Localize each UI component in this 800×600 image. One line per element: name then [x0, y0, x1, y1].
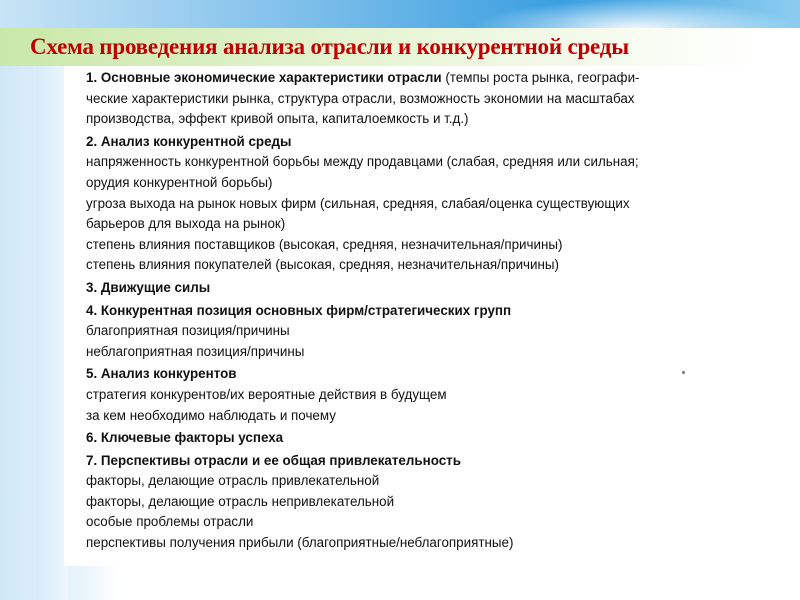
- section-heading: 3. Движущие силы: [86, 279, 211, 295]
- top-decor-glow: [470, 0, 800, 28]
- section-1: [86, 68, 766, 130]
- section-line: факторы, делающие отрасль непривлекательной: [86, 493, 395, 509]
- section-7: [86, 451, 766, 554]
- slide-title: Схема проведения анализа отрасли и конкурентной среды: [30, 34, 629, 59]
- section-line: барьеров для выхода на рынок): [86, 216, 286, 232]
- section-line: особые проблемы отрасли: [86, 514, 254, 530]
- section-heading: 4. Конкурентная позиция основных фирм/стратегических групп: [86, 302, 512, 318]
- section-line: стратегия конкурентов/их вероятные действия в будущем: [86, 386, 447, 402]
- section-heading-rest: (темпы роста рынка, географи-: [441, 70, 640, 85]
- section-3: [86, 278, 766, 299]
- section-6: [86, 428, 766, 449]
- analysis-items: [86, 68, 766, 554]
- section-5: [86, 364, 766, 426]
- section-4: [86, 301, 766, 363]
- section-line: неблагоприятная позиция/причины: [86, 343, 305, 359]
- section-line: производства, эффект кривой опыта, капиталоемкость и т.д.): [86, 111, 469, 127]
- section-line: орудия конкурентной борьбы): [86, 174, 273, 190]
- section-line: ческие характеристики рынка, структура отрасли, возможность экономии на масштабах: [86, 90, 635, 106]
- section-line: напряженность конкурентной борьбы между продавцами (слабая, средняя или сильная;: [86, 154, 639, 170]
- section-line: угроза выхода на рынок новых фирм (сильная, средняя, слабая/оценка существующих: [86, 195, 630, 211]
- section-2: [86, 132, 766, 276]
- section-line: благоприятная позиция/причины: [86, 323, 290, 339]
- section-heading: 2. Анализ конкурентной среды: [86, 133, 292, 149]
- stray-dot: [682, 371, 685, 374]
- section-line: степень влияния поставщиков (высокая, средняя, незначительная/причины): [86, 236, 563, 252]
- section-line: степень влияния покупателей (высокая, средняя, незначительная/причины): [86, 257, 559, 273]
- section-line: перспективы получения прибыли (благоприятные/неблагоприятные): [86, 535, 514, 551]
- top-decor-bar: [0, 0, 800, 28]
- section-heading-line: [86, 68, 766, 89]
- section-line: факторы, делающие отрасль привлекательной: [86, 473, 380, 489]
- section-heading: 1. Основные экономические характеристики отрасли: [86, 70, 442, 85]
- section-line: за кем необходимо наблюдать и почему: [86, 407, 336, 423]
- section-heading: 7. Перспективы отрасли и ее общая привлекательность: [86, 452, 461, 468]
- section-heading: 6. Ключевые факторы успеха: [86, 430, 284, 446]
- section-heading: 5. Анализ конкурентов: [86, 366, 237, 382]
